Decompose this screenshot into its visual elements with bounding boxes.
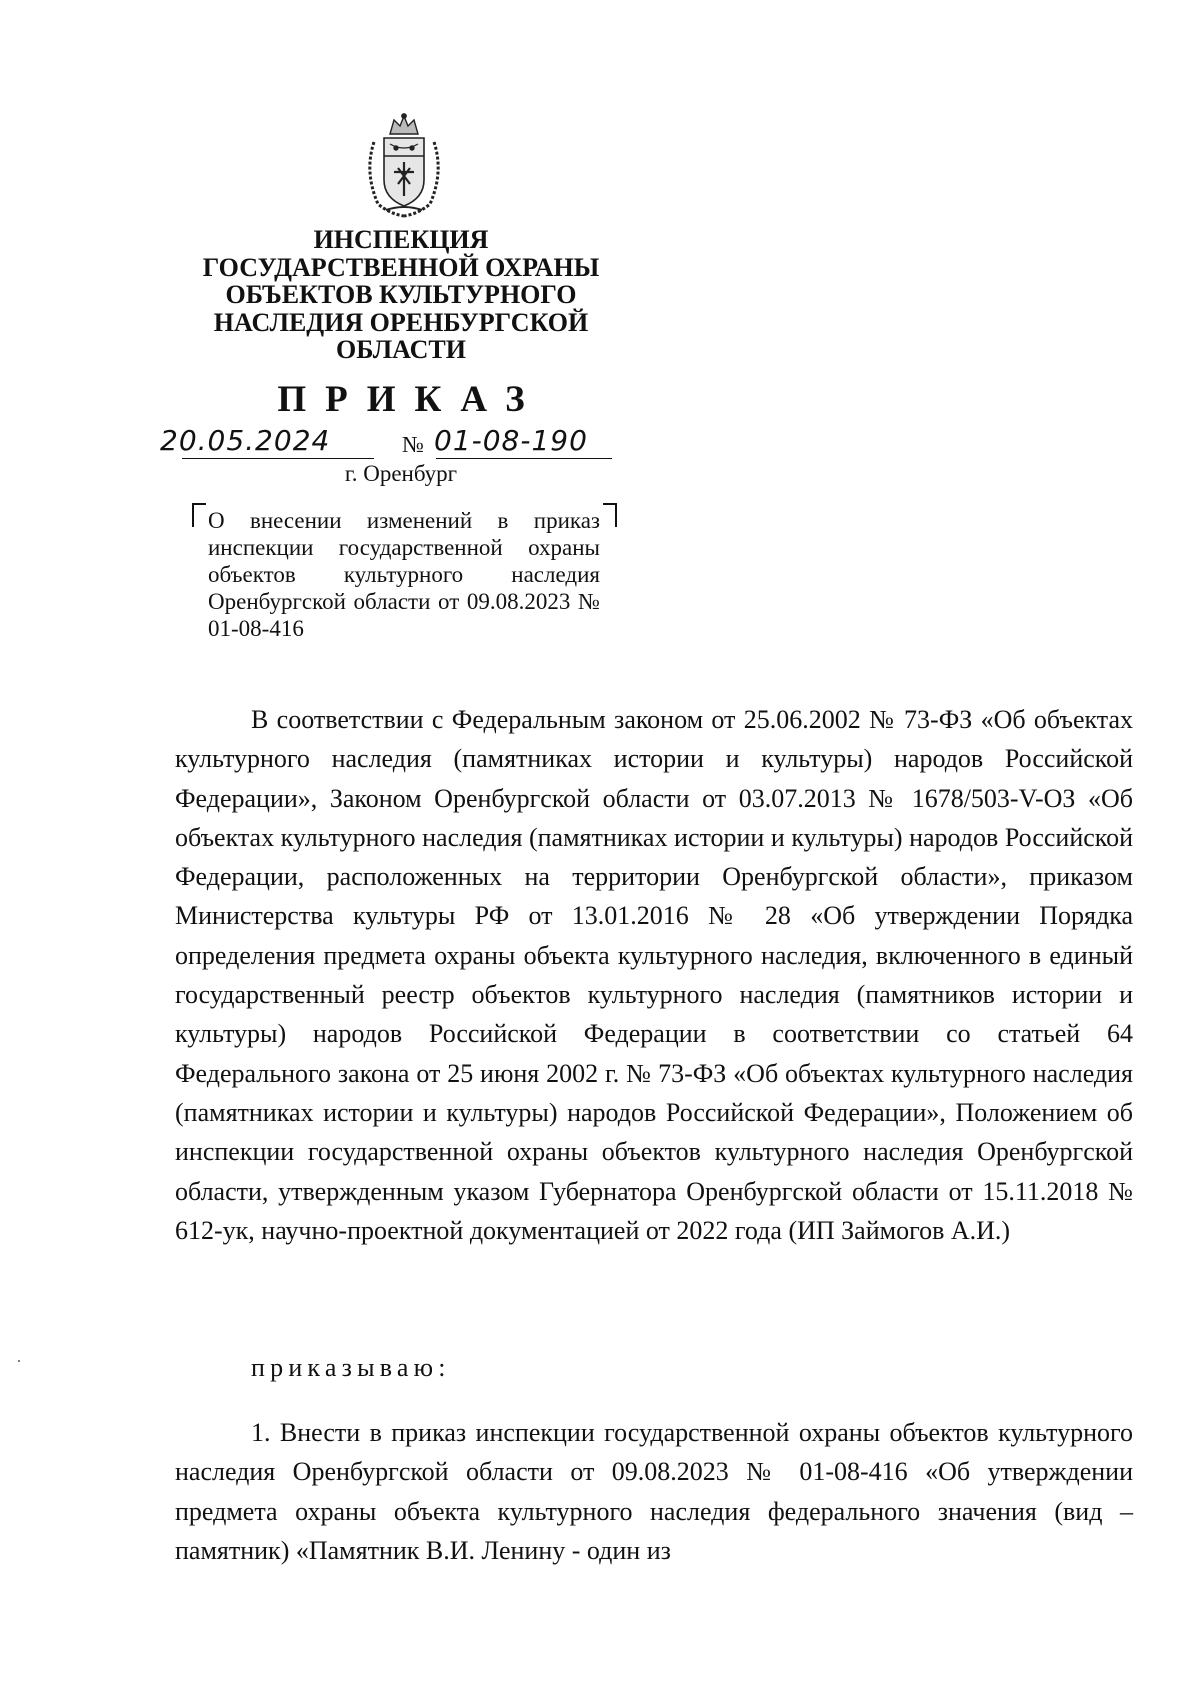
city-line: г. Оренбург xyxy=(344,461,458,486)
header-line: ИНСПЕКЦИЯ xyxy=(313,225,489,254)
subject-text: О внесении изменений в приказ инспекции государственной охраны объектов культурного наследия Оренбургской области от 09.08.2023 № 01-08-416 xyxy=(208,508,600,641)
date-number-row xyxy=(160,424,612,464)
subject-bracket-left xyxy=(192,503,206,527)
handwritten-date: 20.05.2024 xyxy=(160,424,331,457)
header-line: НАСЛЕДИЯ ОРЕНБУРГСКОЙ xyxy=(213,307,589,337)
number-sign: № xyxy=(402,432,424,457)
issuer-header xyxy=(186,226,616,364)
document-title: ПРИКАЗ xyxy=(277,379,544,420)
header-line: ГОСУДАРСТВЕННОЙ ОХРАНЫ xyxy=(202,252,600,282)
item-1-block xyxy=(175,1413,1133,1570)
subject-bracket-right xyxy=(603,503,617,527)
number-underline xyxy=(436,458,612,459)
handwritten-number: 01-08-190 xyxy=(434,424,588,457)
header-line: ОБЪЕКТОВ КУЛЬТУРНОГО xyxy=(225,280,577,309)
scan-speck xyxy=(18,1360,20,1362)
header-line: ОБЛАСТИ xyxy=(336,335,466,364)
subject-block xyxy=(208,507,600,642)
item-1-paragraph: 1. Внести в приказ инспекции государственной охраны объектов культурного наследия Оренбургской области от 09.08.2023 № 01-08-416 «Об утверждении предмета охраны объекта культурного наследия федерального значения (вид – памятник) «Памятник В.И. Ленину - один из xyxy=(175,1418,1133,1565)
preamble-paragraph: В соответствии с Федеральным законом от 25.06.2002 № 73-ФЗ «Об объектах культурного наследия (памятниках истории и культуры) народов Российской Федерации», Законом Оренбургской области от 03.07.2013 № 1678/503-V-ОЗ «Об объектах культурного наследия (памятниках истории и культуры) народов Российской Федерации, расположенных на территории Оренбургской области», приказом Министерства культуры РФ от 13.01.2016 № 28 «Об утверждении Порядка определения предмета охраны объекта культурного наследия, включенного в единый государственный реестр объектов культурного наследия (памятников истории и культуры) народов Российской Федерации в соответствии со статьей 64 Федерального закона от 25 июня 2002 г. № 73-ФЗ «Об объектах культурного наследия (памятниках истории и культуры) народов Российской Федерации», Положением об инспекции государственной охраны объектов культурного наследия Оренбургской области, утвержденным указом Губернатора Оренбургской области от 15.11.2018 № 612-ук, научно-проектной документацией от 2022 года (ИП Займогов А.И.) xyxy=(175,705,1133,1245)
date-underline xyxy=(182,458,374,459)
coat-of-arms-emblem xyxy=(360,112,448,218)
order-word: приказываю: xyxy=(251,1353,451,1382)
orenburg-coat-of-arms-icon xyxy=(360,112,448,218)
preamble-block xyxy=(175,700,1133,1250)
